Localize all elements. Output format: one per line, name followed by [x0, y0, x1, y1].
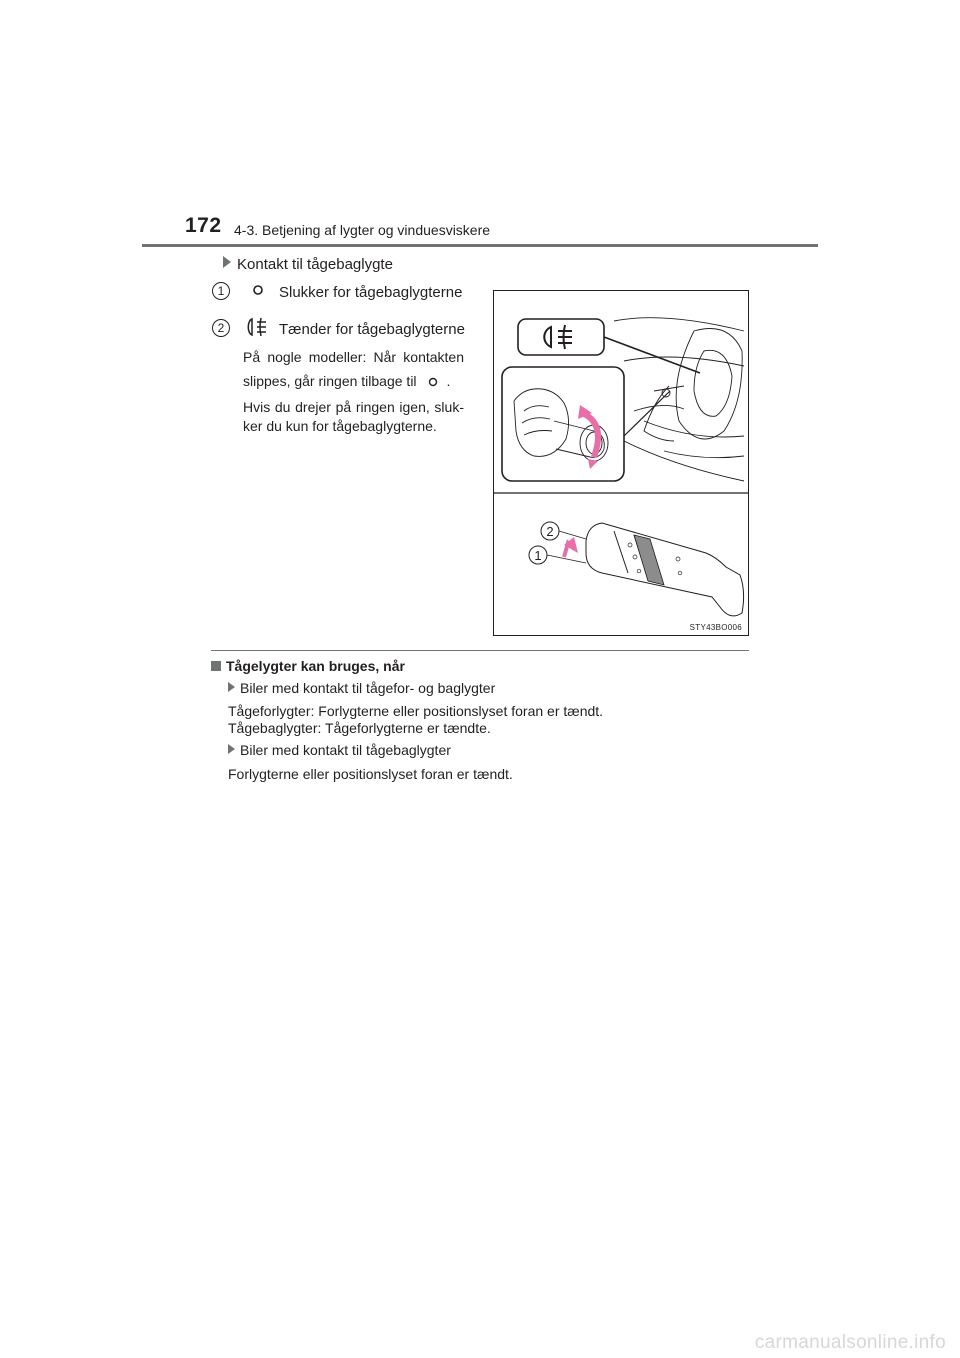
figure-code: STY43BO006: [689, 623, 742, 632]
paragraph-1-line-1: På nogle modeller: Når kontakten: [243, 349, 464, 365]
subheading: [223, 256, 393, 273]
figure-callout-2: 2: [546, 524, 554, 539]
paragraph-1-period: .: [446, 373, 451, 389]
note-divider: [211, 650, 749, 651]
note-bullet-1-text: Biler med kontakt til tågefor- og baglygter: [240, 680, 496, 696]
rear-fog-light-icon: [245, 317, 269, 337]
header-rule: [142, 244, 818, 247]
section-title: 4-3. Betjening af lygter og vinduesviskere: [234, 222, 491, 238]
subheading-text: Kontakt til tågebaglygte: [237, 256, 393, 273]
item-label-1: Slukker for tågebaglygterne: [279, 284, 463, 301]
paragraph-2-line-2: ker du kun for tågebaglygterne.: [243, 418, 437, 434]
paragraph-1-line-2: [243, 371, 450, 392]
fog-light-switch-illustration: [494, 291, 748, 635]
note-bullet-2-text: Biler med kontakt til tågebaglygter: [240, 742, 451, 758]
watermark: carmanualsonline.info: [754, 1332, 946, 1353]
triangle-bullet-icon: [228, 682, 235, 692]
paragraph-2-line-1: Hvis du drejer på ringen igen, sluk-: [243, 399, 464, 415]
note-title: [211, 658, 405, 674]
note-bullet-2: [228, 742, 451, 758]
page-number: 172: [185, 214, 222, 237]
note-line-3: Forlygterne eller positionslyset foran er tændt.: [228, 766, 513, 782]
item-number-2: 2: [212, 319, 230, 337]
note-line-1: Tågeforlygter: Forlygterne eller positionslyset foran er tændt.: [228, 703, 604, 719]
item-number-1: 1: [212, 282, 230, 300]
note-title-text: Tågelygter kan bruges, når: [226, 658, 405, 674]
note-line-2: Tågebaglygter: Tågeforlygterne er tændte.: [228, 720, 491, 736]
paragraph-1-line-2-text: slippes, går ringen tilbage til: [243, 373, 417, 389]
square-bullet-icon: [211, 661, 221, 671]
off-position-icon: [252, 284, 264, 296]
triangle-bullet-icon: [228, 744, 235, 754]
item-label-2: Tænder for tågebaglygterne: [279, 321, 465, 338]
figure-callout-1: 1: [534, 548, 542, 563]
note-bullet-1: [228, 680, 495, 696]
off-position-icon: [422, 376, 444, 388]
illustration-figure: [493, 290, 749, 636]
triangle-bullet-icon: [223, 256, 231, 268]
